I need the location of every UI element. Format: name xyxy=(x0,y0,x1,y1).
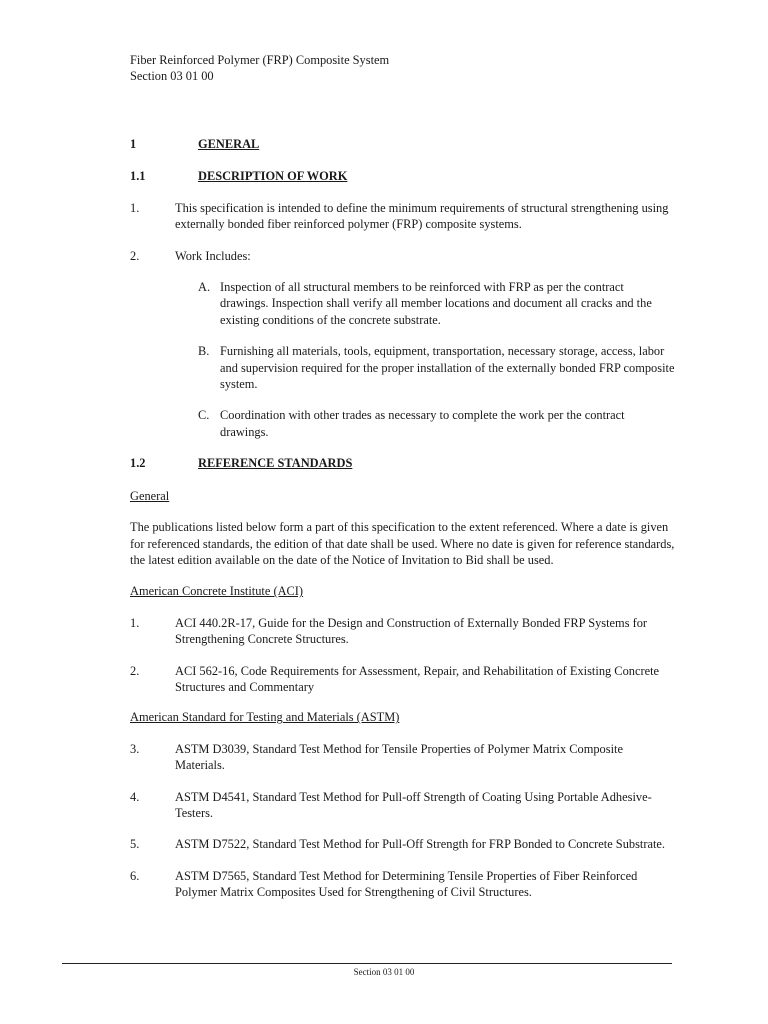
sub-list-item xyxy=(198,343,675,392)
item-number: 2. xyxy=(130,663,140,678)
item-number: 6. xyxy=(130,868,140,883)
sub-list-item xyxy=(198,407,675,440)
sub-list-item xyxy=(198,279,675,328)
item-text: Coordination with other trades as necessary to complete the work per the contract drawings. xyxy=(220,408,625,439)
header-section: Section 03 01 00 xyxy=(130,69,214,84)
section-number: 1.1 xyxy=(130,169,146,184)
subheading-general: General xyxy=(130,488,170,503)
item-text: ACI 440.2R-17, Guide for the Design and Construction of Externally Bonded FRP Systems for Strengthening Concrete Structures. xyxy=(175,615,648,647)
list-item xyxy=(130,248,675,264)
subheading-aci: American Concrete Institute (ACI) xyxy=(130,584,304,599)
item-text: ACI 562-16, Code Requirements for Assessment, Repair, and Rehabilitation of Existing Concrete Structures and Commentary xyxy=(175,663,660,694)
item-text: ASTM D7522, Standard Test Method for Pull-Off Strength for FRP Bonded to Concrete Substrate. xyxy=(175,837,666,852)
footer-section-label: Section 03 01 00 xyxy=(353,967,415,977)
item-letter: C. xyxy=(198,408,210,423)
item-letter: B. xyxy=(198,344,210,359)
section-heading-description-of-work xyxy=(130,168,675,184)
subheading-astm: American Standard for Testing and Materials (ASTM) xyxy=(130,710,400,725)
item-text: Inspection of all structural members to be reinforced with FRP as per the contract drawings. Inspection shall verify all member locations and document all cracks and the existing conditions of the concrete substrate. xyxy=(220,280,652,327)
item-text: ASTM D7565, Standard Test Method for Determining Tensile Properties of Fiber Reinforced Polymer Matrix Composites Used for Strengthening of Civil Structures. xyxy=(175,868,638,900)
item-number: 5. xyxy=(130,837,140,852)
list-item xyxy=(130,663,675,696)
item-letter: A. xyxy=(198,280,211,295)
item-number: 2. xyxy=(130,248,140,263)
item-number: 4. xyxy=(130,789,140,804)
item-text: Work Includes: xyxy=(175,248,251,263)
list-item xyxy=(130,789,675,822)
footer-divider xyxy=(62,963,672,964)
section-number: 1 xyxy=(130,137,137,151)
list-item xyxy=(130,200,675,233)
item-text: ASTM D4541, Standard Test Method for Pull-off Strength of Coating Using Portable Adhesive-Testers. xyxy=(175,789,652,820)
list-item xyxy=(130,741,675,774)
document-body xyxy=(130,136,675,901)
item-number: 3. xyxy=(130,741,140,756)
item-text: Furnishing all materials, tools, equipment, transportation, necessary storage, access, labor and supervision required for the proper installation of the externally bonded FRP composite system. xyxy=(220,344,675,392)
item-text: This specification is intended to define the minimum requirements of structural strengthening using externally bonded fiber reinforced polymer (FRP) composite systems. xyxy=(175,200,669,232)
section-heading-reference-standards xyxy=(130,455,675,471)
section-title: GENERAL xyxy=(198,137,260,151)
item-number: 1. xyxy=(130,615,140,630)
general-paragraph: The publications listed below form a part of this specification to the extent referenced. Where a date is given for referenced standards, the edition of that date shall be used. Where no date is given for reference standards, the latest edition available on the date of the Notice of Invitation to Bid shall be used. xyxy=(130,520,675,567)
list-item xyxy=(130,868,675,901)
section-title: REFERENCE STANDARDS xyxy=(198,456,353,471)
item-number: 1. xyxy=(130,200,140,215)
header-title: Fiber Reinforced Polymer (FRP) Composite System xyxy=(130,53,390,67)
section-number: 1.2 xyxy=(130,456,146,471)
list-item xyxy=(130,615,675,648)
section-heading-general xyxy=(130,136,675,152)
page-header xyxy=(130,52,389,85)
section-title: DESCRIPTION OF WORK xyxy=(198,169,348,184)
list-item xyxy=(130,836,675,852)
item-text: ASTM D3039, Standard Test Method for Tensile Properties of Polymer Matrix Composite Materials. xyxy=(175,741,623,773)
